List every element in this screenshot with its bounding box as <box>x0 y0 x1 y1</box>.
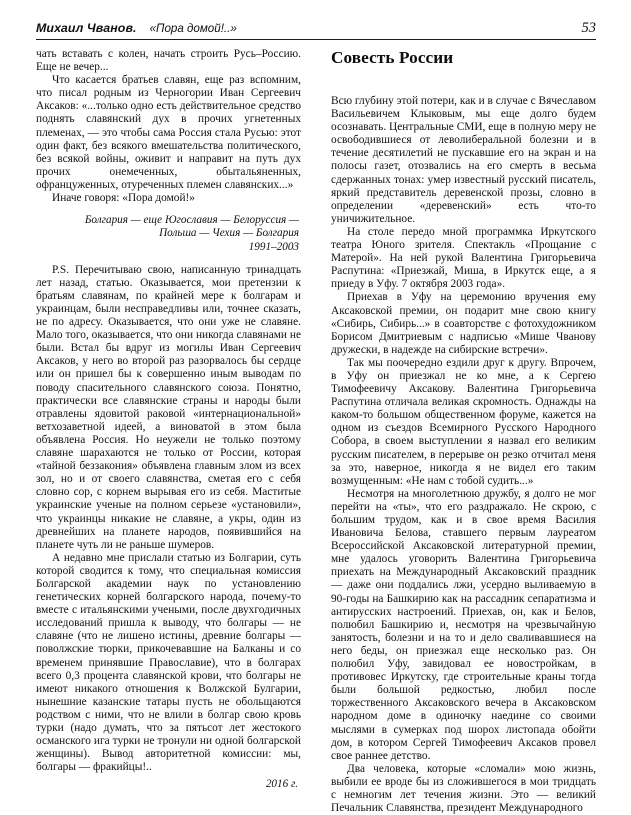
section-title-spacer <box>331 67 596 95</box>
epigraph-block <box>36 214 301 254</box>
paragraph: Два человека, которые «сломали» мою жизнь, выбили ее вроде бы из сложившегося в мои тридцать с немногим лет течения жизни. Это — великий Печальник Славянства, президент Международного <box>331 762 596 815</box>
paragraph: Что касается братьев славян, еще раз вспомним, что писал родным из Черногории Иван Сергеевич Аксаков: «...только одно есть действительное средство поднять славянский дух в прочих угнетенных племенах, — это чтобы сама Россия стала Русью: этот один факт, без всякого вмешательства политического, без всякой войны, оживит и направит на путь дух прочих онемеченных, обытальяненных, офранцуженных, отуреченных племен славянских...» <box>36 74 301 191</box>
running-head-work-title: «Пора домой!..» <box>149 22 237 35</box>
date-signature: 2016 г. <box>265 778 298 791</box>
running-head-left <box>36 21 237 35</box>
paragraph: Иначе говоря: «Пора домой!» <box>52 192 195 205</box>
two-column-text-body <box>36 48 596 815</box>
paragraph: Приехав в Уфу на церемонию вручения ему Аксаковской премии, он подарит мне свою книгу «Сибирь, Сибирь...» в соавторстве с фотохудожником Борисом Дмитриевым с надписью «Мише Чванову дружески, в надежде на сибирские встречи». <box>331 291 596 356</box>
paragraph: Несмотря на многолетнюю дружбу, я долго не мог перейти на «ты», что его раздражало. Не скрою, с большим трудом, как и в свое время Василия Ивановича Белова, ставшего первым лауреатом Всероссийской Аксаковской литературной премии, мне удалось уговорить Валентина Григорьевича приехать на Международный Аксаковский праздник — даже они поддались лжи, усердно выливаемую в 90-годы на Башкирию как на рассадник сепаратизма и антирусских настроений. Приехав, он, как и Белов, полюбил Башкирию и, несмотря на чрезвычайную занятость, болезни и на то и дело сваливавшиеся на него беды, он приезжал еще несколько раз. Он полюбил Уфу, завидовал ее новостройкам, в противовес Иркутску, где строительные краны тогда были большой редкостью, любил после торжественного Аксаковского вечера в Аксаковском народном доме в одиночку наедине со своими мыслями в сумерках под шорох листопада обойти дом, в котором Сергей Тимофеевич Аксаков провел свое раннее детство. <box>331 487 596 762</box>
postscript-paragraph: P.S. Перечитываю свою, написанную тринадцать лет назад, статью. Оказывается, мои претензии к братьям славянам, по крайней мере к болгарам и украинцам, были несправедливы или, точнее сказать, не по адресу. Оказывается, что они уже не славяне. Мало того, оказывается, что они никогда славянами не были. Встал бы вдруг из могилы Иван Сергеевич Аксаков, у него во второй раз разорвалось бы сердце или он пришел бы к совершенно иным выводам по поводу спасительного славянского союза. Понятно, практически все славянские страны и народы были отравлены ядовитой раковой «интернациональной» ветхозаветной идеей, а виноватой в этом была объявлена Россия. Но неужели не только поэтому славяне шарахаются не только от России, которая «тайной беззакония» объявлена главным злом из всех зол, но и от своего славянства, сметая его с себя словно сор, с корнем вырывая его из себя. Маститые украинские ученые на полном серьезе «установили», что украинцы никакие не славяне, а укры, один из древнейших на планете народов, появившийся на планете чуть ли не раньше шумеров. <box>36 263 301 551</box>
paragraph: Всю глубину этой потери, как и в случае с Вячеславом Васильевичем Клыковым, мы еще долго будем осознавать. Центральные СМИ, еще в полную меру не освободившиеся от леволиберальной болезни и в течение десятилетий не пускавшие его на экран и на полосы газет, отозвались на его смерть в весьма сдержанных тонах: умер известный русский писатель, яркий представитель деревенской прозы, словно в определении «деревенский» есть что-то уничижительное. <box>331 95 596 225</box>
paragraph-continued: чать вставать с колен, начать строить Русь–Россию. Еще не вечер... <box>36 48 301 74</box>
epigraph-dates: 1991–2003 <box>248 240 299 253</box>
right-column <box>331 48 596 815</box>
section-title: Совесть России <box>331 48 454 67</box>
running-head-author: Михаил Чванов. <box>36 21 137 35</box>
left-column <box>36 48 301 791</box>
paragraph: Так мы поочередно ездили друг к другу. Впрочем, в Уфу он приезжал не ко мне, а к Сергею Тимофеевичу Аксакову. Валентина Григорьевича Распутина отличала великая скромность. Однажды на каком-то большом общественном форуме, кажется на одном из съездов Всемирного Русского Народного Собора, в своем выступлении я назвал его великим русским писателем, в перерыве он резко отчитал меня за это, наверное, никогда я не видел его таким возмущенным: «Не нам с тобой судить...» <box>331 356 596 487</box>
epigraph-line: Болгария — еще Югославия — Белоруссия — <box>84 214 299 227</box>
paragraph: На столе передо мной программка Иркутского театра Юного зрителя. Спектакль «Прощание с Матерой». На ней рукой Валентина Григорьевича Распутина: «Приезжай, Миша, в Иркутск еще, а я приеду в Уфу. 7 октября 2003 года». <box>331 225 596 291</box>
running-head <box>36 20 596 40</box>
page-number: 53 <box>581 20 596 36</box>
postscript-paragraph: А недавно мне прислали статью из Болгарии, суть которой сводится к тому, что специальная комиссия Болгарской академии наук по установлению генетических корней болгарского народа, почему-то вместе с итальянскими учеными, после двухгодичных исследований пришла к выводу, что болгары — не славяне (что не лишено истины, древние болгары — поволжские тюрки, прикочевавшие на Балканы и со временем принявшие Православие), что в болгарах всего 0,3 процента славянской крови, что болгары не имеют никакого отношения к Волжской Булгарии, нынешние казанские татары пусть не обольщаются родством с ними, что не влили в болгар свою кровь турки (надо думать, что за пятьсот лет жестокого османского ига турки не тронули ни одной болгарской женщины). Вывод авторитетной комиссии: мы, болгары — фракийцы!.. <box>36 551 301 774</box>
epigraph-line: Польша — Чехия — Болгария <box>159 227 299 240</box>
